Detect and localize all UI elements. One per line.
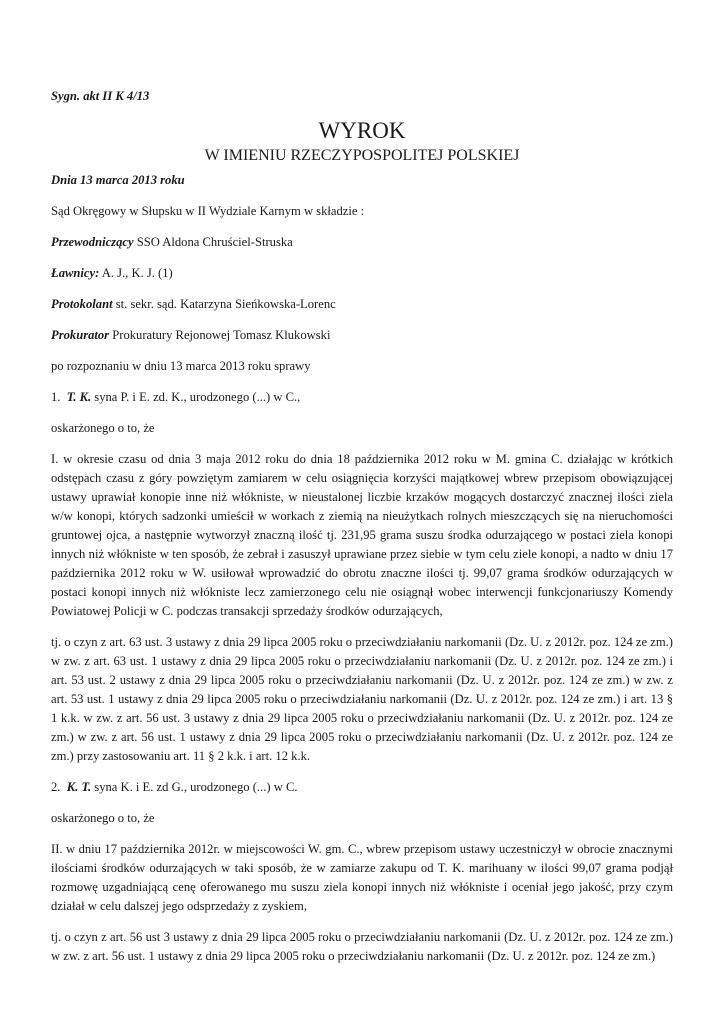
court-composition: Sąd Okręgowy w Słupsku w II Wydziale Karnym w składzie : <box>51 204 365 218</box>
clerk-label: Protokolant <box>51 297 113 311</box>
legal-basis-2: tj. o czyn z art. 56 ust 3 ustawy z dnia 29 lipca 2005 roku o przeciwdziałaniu narkomanii (Dz. U. z 2012r. poz. 124 ze zm.) w zw. z art. 56 ust. 1 ustawy z dnia 29 lipca 2005 roku o przeciwdziałaniu narkomanii (Dz. U. z 2012r. poz. 124 ze zm.) <box>51 930 673 963</box>
defendant-1 <box>51 388 673 407</box>
clerk <box>51 295 673 314</box>
prosecutor-value: Prokuratury Rejonowej Tomasz Klukowski <box>109 328 331 342</box>
defendant-2-details: syna K. i E. zd G., urodzonego (...) w C. <box>91 780 298 794</box>
lay-judges-value: A. J., K. J. (1) <box>99 266 173 280</box>
prosecutor-label: Prokurator <box>51 328 110 342</box>
defendant-1-details: syna P. i E. zd. K., urodzonego (...) w C., <box>91 390 301 404</box>
judgment-date: Dnia 13 marca 2013 roku <box>51 173 185 187</box>
defendant-1-name: T. K. <box>66 390 92 404</box>
document-title: WYROK <box>318 118 406 143</box>
charge-1: I. w okresie czasu od dnia 3 maja 2012 roku do dnia 18 października 2012 roku w M. gmina C. działając w krótkich odstępach czasu z góry powziętym zamiarem w celu osiągnięcia korzyści majątkowej wbrew przepisom obowiązującej ustawy uprawiał konopie inne niż włókniste, w nieustalonej liczbie krzaków mogących dostarczyć znacznej ilości ziela w/w konopi, których sadzonki umieścił w workach z ziemią na nieużytkach rolnych mieszczących się na nieruchomości gruntowej ojca, a następnie wytworzył znaczną ilość tj. 231,95 grama suszu środka odurzającego w postaci ziela konopi innych niż włókniste w ten sposób, że zebrał i zasuszył uprawiane przez siebie w tym celu ziele konopi, a nadto w dniu 17 października 2012 roku w W. usiłował wprowadzić do obrotu znaczne ilości tj. 99,07 grama środków odurzających w postaci konopi innych niż włókniste lecz zamierzonego celu nie osiągnął wobec interwencji funkcjonariuszy Komendy Powiatowej Policji w C. podczas transakcji sprzedaży środków odurzających, <box>51 452 673 618</box>
defendant-2-name: K. T. <box>66 780 92 794</box>
accused-2-intro: oskarżonego o to, że <box>51 811 155 825</box>
accused-1-intro: oskarżonego o to, że <box>51 421 155 435</box>
presiding-judge <box>51 233 673 252</box>
charge-2: II. w dniu 17 października 2012r. w miejscowości W. gm. C., wbrew przepisom ustawy uczestniczył w obrocie znacznymi ilościami środków odurzających w taki sposób, że w zamiarze zakupu od T. K. marihuany w ilości 99,07 grama podjął rozmowę uzgadniającą cenę oferowanego mu suszu ziela konopi innych niż włókniste i oceniał jego jakość, przy czym działał w celu dalszej jego odsprzedaży z zyskiem, <box>51 842 673 913</box>
defendant-2 <box>51 778 673 797</box>
document-subtitle: W IMIENIU RZECZYPOSPOLITEJ POLSKIEJ <box>204 147 520 164</box>
prosecutor <box>51 326 673 345</box>
document-page <box>51 87 673 966</box>
presiding-value: SSO Aldona Chruściel-Struska <box>133 235 293 249</box>
hearing-statement: po rozpoznaniu w dniu 13 marca 2013 roku sprawy <box>51 359 311 373</box>
presiding-label: Przewodniczący <box>51 235 134 249</box>
case-signature: Sygn. akt II K 4/13 <box>51 89 150 103</box>
clerk-value: st. sekr. sąd. Katarzyna Sieńkowska-Lorenc <box>112 297 336 311</box>
legal-basis-1: tj. o czyn z art. 63 ust. 3 ustawy z dnia 29 lipca 2005 roku o przeciwdziałaniu narkomanii (Dz. U. z 2012r. poz. 124 ze zm.) w zw. z art. 63 ust. 1 ustawy z dnia 29 lipca 2005 roku o przeciwdziałaniu narkomanii (Dz. U. z 2012r. poz. 124 ze zm.) i art. 53 ust. 2 ustawy z dnia 29 lipca 2005 roku o przeciwdziałaniu narkomanii (Dz. U. z 2012r. poz. 124 ze zm.) w zw. z art. 53 ust. 1 ustawy z dnia 29 lipca 2005 roku o przeciwdziałaniu narkomanii (Dz. U. z 2012r. poz. 124 ze zm.) i art. 13 § 1 k.k. w zw. z art. 56 ust. 3 ustawy z dnia 29 lipca 2005 roku o przeciwdziałaniu narkomanii (Dz. U. z 2012r. poz. 124 ze zm.) w zw. z art. 56 ust. 1 ustawy z dnia 29 lipca 2005 roku o przeciwdziałaniu narkomanii (Dz. U. z 2012r. poz. 124 ze zm.) przy zastosowaniu art. 11 § 2 k.k. i art. 12 k.k. <box>51 635 673 763</box>
defendant-1-number: 1. <box>51 390 61 404</box>
defendant-2-number: 2. <box>51 780 61 794</box>
lay-judges-label: Ławnicy: <box>51 266 100 280</box>
lay-judges <box>51 264 673 283</box>
